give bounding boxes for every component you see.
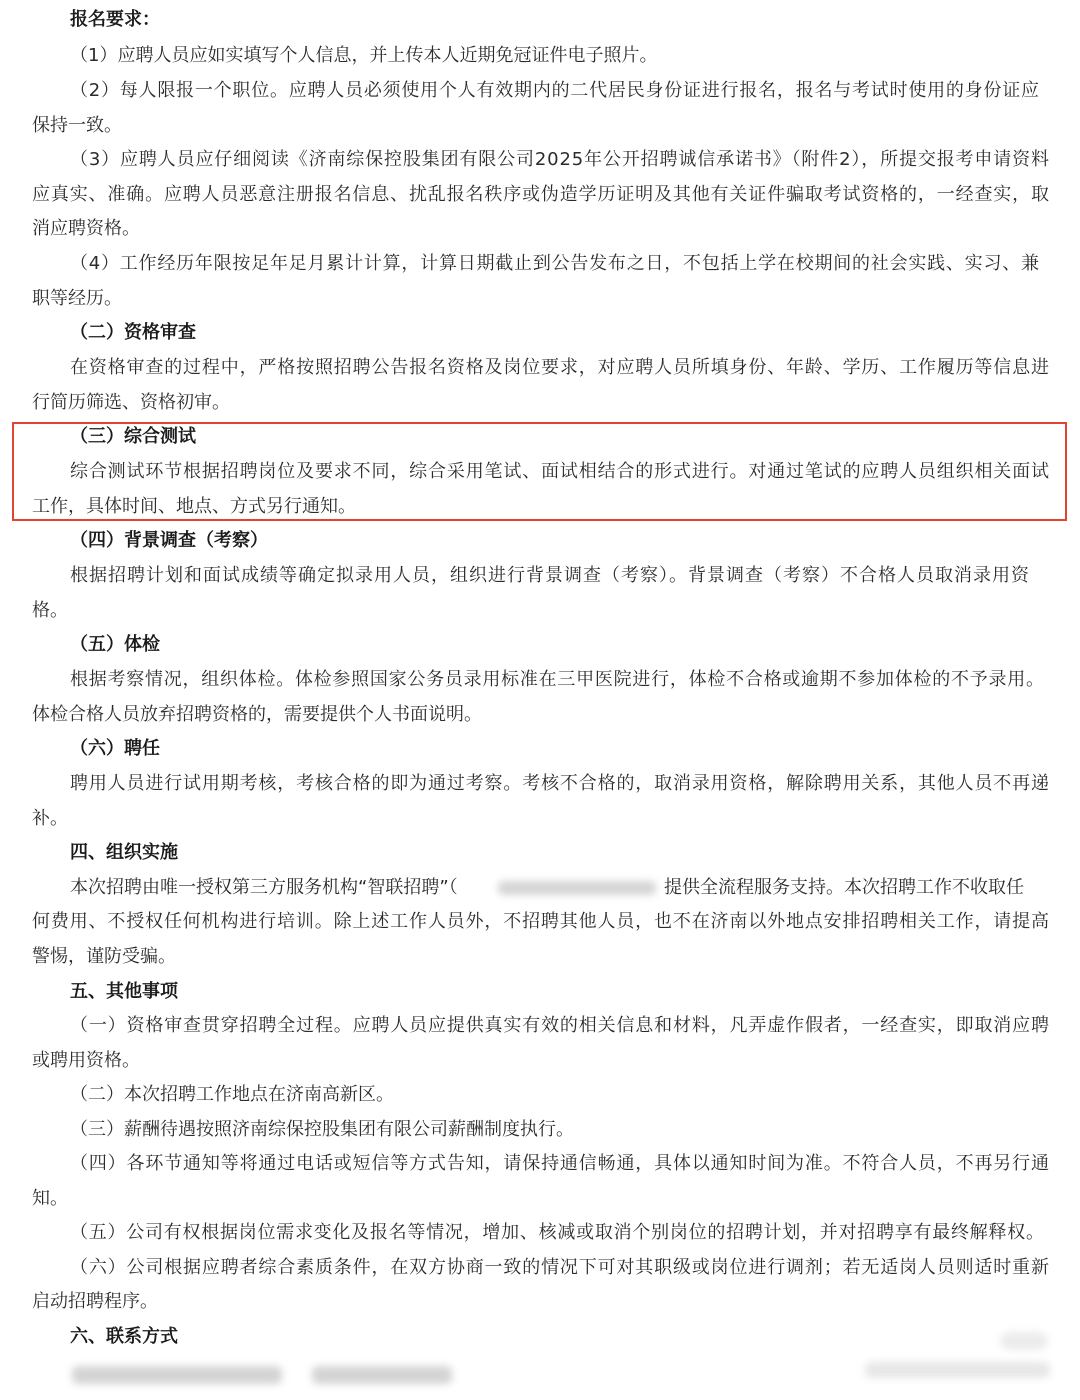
section4-text-b: 提供全流程服务支持。本次招聘工作不收取任	[664, 877, 1024, 898]
section5-item6: （六）公司根据应聘者综合素质条件，在双方协商一致的情况下可对其职级或岗位进行调剂；若无适岗人员则适时重新	[70, 1257, 1050, 1278]
review-heading: （二）资格审查	[70, 322, 196, 343]
review-cont: 行简历筛选、资格初审。	[32, 392, 230, 413]
watermark-logo	[1000, 1332, 1048, 1350]
hiring-heading: （六）聘任	[70, 738, 160, 759]
watermark-blur	[865, 1362, 1050, 1378]
background-heading: （四）背景调查（考察）	[70, 530, 268, 551]
section5-item6-cont: 启动招聘程序。	[32, 1291, 158, 1312]
section5-item4-cont: 知。	[32, 1188, 68, 1209]
physical-cont: 体检合格人员放弃招聘资格的，需要提供个人书面说明。	[32, 704, 482, 725]
redacted-url	[498, 881, 656, 895]
section4-heading: 四、组织实施	[70, 842, 178, 863]
signup-heading: 报名要求：	[70, 9, 160, 30]
physical-heading: （五）体检	[70, 634, 160, 655]
section5-item3: （三）薪酬待遇按照济南综保控股集团有限公司薪酬制度执行。	[70, 1119, 574, 1140]
signup-item-1: （1）应聘人员应如实填写个人信息，并上传本人近期免冠证件电子照片。	[70, 45, 658, 66]
section4-text-a: 本次招聘由唯一授权第三方服务机构“智联招聘”（	[70, 877, 458, 898]
physical-text: 根据考察情况，组织体检。体检参照国家公务员录用标准在三甲医院进行，体检不合格或逾期不参加体检的不予录用。	[70, 669, 1045, 690]
section5-item1-cont: 或聘用资格。	[32, 1050, 140, 1071]
hiring-text: 聘用人员进行试用期考核，考核合格的即为通过考察。考核不合格的，取消录用资格，解除聘用关系，其他人员不再递	[70, 773, 1050, 794]
section5-item4: （四）各环节通知等将通过电话或短信等方式告知，请保持通信畅通，具体以通知时间为准。不符合人员，不再另行通	[70, 1153, 1050, 1174]
test-text: 综合测试环节根据招聘岗位及要求不同，综合采用笔试、面试相结合的形式进行。对通过笔试的应聘人员组织相关面试	[70, 461, 1050, 482]
signup-item-3-end: 消应聘资格。	[32, 218, 140, 239]
section6-heading: 六、联系方式	[70, 1326, 178, 1347]
test-heading: （三）综合测试	[70, 426, 196, 447]
section5-heading: 五、其他事项	[70, 981, 178, 1002]
signup-item-3-text: （3）应聘人员应仔细阅读《济南综保控股集团有限公司2025年公开招聘诚信承诺书》（附件2），所提交报考申请资料	[70, 149, 1050, 170]
section5-item5: （五）公司有权根据岗位需求变化及报名等情况，增加、核减或取消个别岗位的招聘计划，并对招聘享有最终解释权。	[70, 1222, 1045, 1243]
review-text: 在资格审查的过程中，严格按照招聘公告报名资格及岗位要求，对应聘人员所填身份、年龄、学历、工作履历等信息进	[70, 357, 1050, 378]
signup-item-4-cont: 职等经历。	[32, 288, 122, 309]
signup-item-3-cont: 应真实、准确。应聘人员恶意注册报名信息、扰乱报名秩序或伪造学历证明及其他有关证件骗取考试资格的，一经查实，取	[32, 184, 1050, 205]
section4-cont: 何费用、不授权任何机构进行培训。除上述工作人员外，不招聘其他人员，也不在济南以外地点安排招聘相关工作，请提高	[32, 911, 1050, 932]
background-text: 根据招聘计划和面试成绩等确定拟录用人员，组织进行背景调查（考察）。背景调查（考察）不合格人员取消录用资	[70, 565, 1030, 586]
signup-item-2-cont: 保持一致。	[32, 115, 122, 136]
test-cont: 工作，具体时间、地点、方式另行通知。	[32, 496, 356, 517]
redacted-contact-2	[312, 1366, 452, 1384]
redacted-contact-1	[72, 1366, 282, 1384]
hiring-cont: 补。	[32, 808, 68, 829]
section5-item2: （二）本次招聘工作地点在济南高新区。	[70, 1084, 394, 1105]
background-cont: 格。	[32, 600, 68, 621]
section5-item1: （一）资格审查贯穿招聘全过程。应聘人员应提供真实有效的相关信息和材料，凡弄虚作假者，一经查实，即取消应聘	[70, 1015, 1050, 1036]
section4-end: 警惕，谨防受骗。	[32, 946, 176, 967]
signup-item-2-text: （2）每人限报一个职位。应聘人员必须使用个人有效期内的二代居民身份证进行报名，报名与考试时使用的身份证应	[70, 80, 1040, 101]
signup-item-4-text: （4）工作经历年限按足年足月累计计算，计算日期截止到公告发布之日，不包括上学在校期间的社会实践、实习、兼	[70, 253, 1040, 274]
